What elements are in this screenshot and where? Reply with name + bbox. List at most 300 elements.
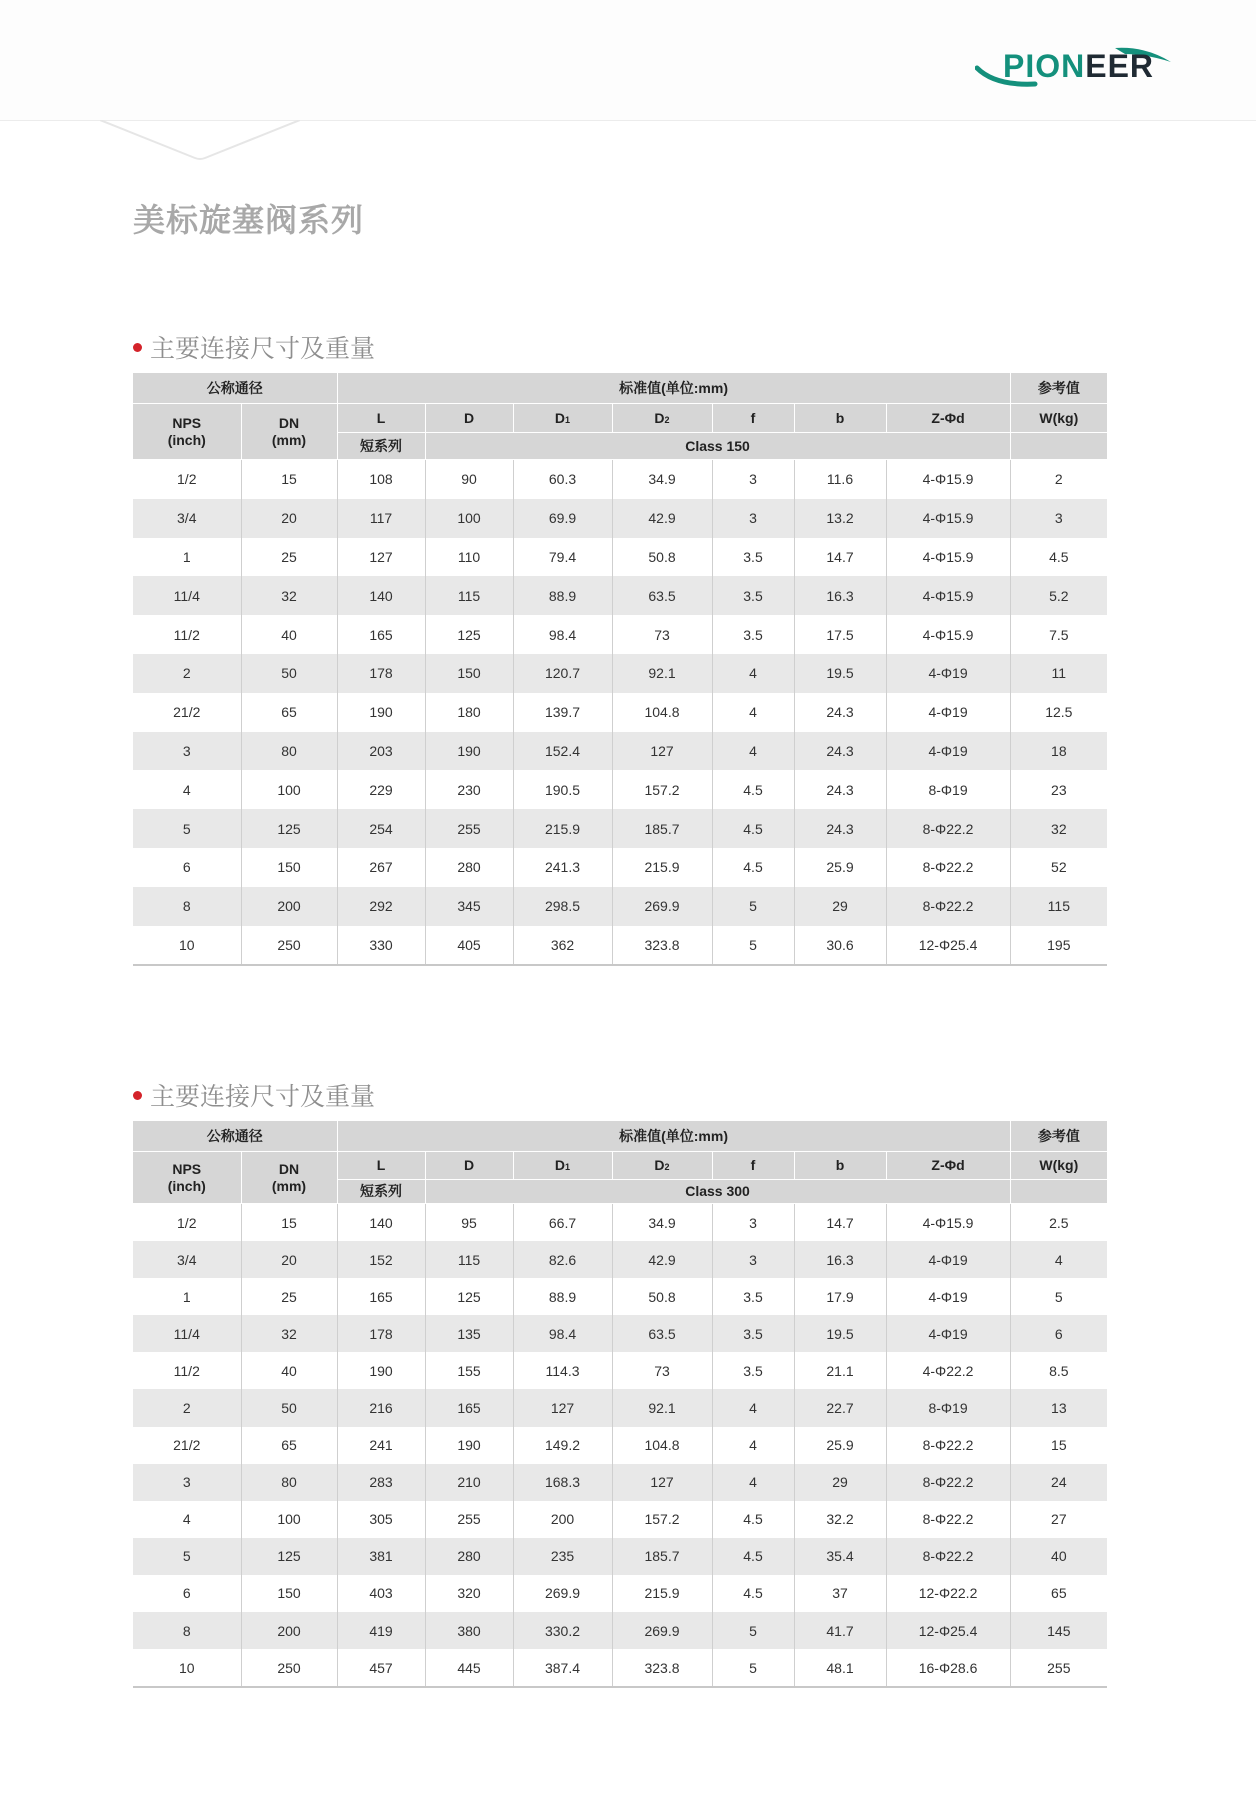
cell-nps: 11/2 — [133, 615, 241, 654]
cell-weight: 145 — [1010, 1612, 1107, 1649]
cell-d: 110 — [425, 538, 513, 577]
cell-b: 30.6 — [794, 926, 886, 966]
cell-d: 150 — [425, 654, 513, 693]
cell-dn: 250 — [241, 1649, 337, 1687]
cell-weight: 195 — [1010, 926, 1107, 966]
header-nps-unit: (inch) — [167, 1177, 206, 1194]
header-l: L — [337, 1152, 425, 1180]
header-dn-unit: (mm) — [271, 431, 307, 448]
cell-weight: 15 — [1051, 1437, 1067, 1454]
cell-d: 280 — [425, 1538, 513, 1575]
table-row — [133, 538, 1107, 577]
cell-l: 419 — [337, 1612, 425, 1649]
cell-d1: 60.3 — [513, 460, 612, 499]
header-b: b — [794, 404, 886, 433]
cell-d1: 235 — [513, 1538, 612, 1575]
header-d1-label: D — [554, 1157, 566, 1174]
table-row — [133, 1612, 1107, 1649]
cell-weight: 115 — [1010, 887, 1107, 926]
cell-d2: 42.9 — [612, 499, 712, 538]
cell-z-phi-d: 8-Φ22.2 — [886, 848, 1010, 887]
cell-b: 19.5 — [794, 1315, 886, 1352]
cell-d1: 88.9 — [513, 576, 612, 615]
cell-f: 3 — [712, 1204, 794, 1242]
cell-weight: 6 — [1010, 1315, 1107, 1352]
cell-z-phi-d: 8-Φ22.2 — [886, 1464, 1010, 1501]
cell-nps: 4 — [133, 1501, 241, 1538]
header-dn — [241, 1152, 337, 1204]
cell-b: 11.6 — [794, 460, 886, 499]
cell-l: 457 — [337, 1649, 425, 1687]
pioneer-logo — [975, 42, 1175, 94]
cell-l: 229 — [337, 770, 425, 809]
cell-d: 115 — [425, 576, 513, 615]
header-d: D — [425, 404, 513, 433]
cell-d1: 387.4 — [513, 1649, 612, 1687]
cell-l: 190 — [337, 1352, 425, 1389]
header-d1-subscript: 1 — [565, 414, 571, 425]
cell-d1: 127 — [513, 1389, 612, 1426]
cell-b: 32.2 — [794, 1501, 886, 1538]
table-row — [133, 1389, 1107, 1426]
table-row — [133, 1464, 1107, 1501]
table-row — [133, 809, 1107, 848]
cell-z-phi-d: 8-Φ22.2 — [886, 1427, 1010, 1464]
header-l: L — [337, 404, 425, 433]
table-row — [133, 1575, 1107, 1612]
cell-nps: 5 — [133, 809, 241, 848]
header-nps — [133, 1152, 241, 1204]
cell-d1: 362 — [513, 926, 612, 966]
cell-l: 165 — [337, 1278, 425, 1315]
cell-f: 4 — [712, 732, 794, 771]
cell-d2: 127 — [612, 1464, 712, 1501]
cell-z-phi-d: 4-Φ15.9 — [886, 615, 1010, 654]
cell-d1: 66.7 — [513, 1204, 612, 1242]
cell-z-phi-d: 4-Φ19 — [886, 1241, 1010, 1278]
cell-f: 3.5 — [712, 615, 794, 654]
cell-l: 117 — [337, 499, 425, 538]
cell-dn: 15 — [241, 460, 337, 499]
cell-dn: 65 — [241, 693, 337, 732]
cell-z-phi-d: 4-Φ15.9 — [886, 1204, 1010, 1242]
cell-f: 5 — [712, 1612, 794, 1649]
cell-f: 4 — [712, 1389, 794, 1426]
cell-dn: 125 — [241, 809, 337, 848]
cell-l: 140 — [337, 1204, 425, 1242]
cell-z-phi-d: 4-Φ15.9 — [886, 538, 1010, 577]
cell-l: 203 — [337, 732, 425, 771]
cell-d: 100 — [425, 499, 513, 538]
cell-nps: 10 — [133, 1649, 241, 1687]
cell-d1: 298.5 — [513, 887, 612, 926]
cell-d1: 98.4 — [513, 615, 612, 654]
cell-dn: 25 — [241, 1278, 337, 1315]
header-class-label: Class 300 — [425, 1180, 1010, 1204]
cell-weight: 5.2 — [1010, 576, 1107, 615]
header-nominal-diameter: 公称通径 — [133, 1121, 337, 1152]
cell-d2: 92.1 — [612, 654, 712, 693]
cell-z-phi-d: 4-Φ15.9 — [886, 499, 1010, 538]
cell-weight: 2 — [1054, 471, 1063, 488]
page-title: 美标旋塞阀系列 — [133, 201, 365, 239]
cell-weight: 11 — [1010, 654, 1107, 693]
dimension-table-class150 — [133, 373, 1107, 966]
table-row — [133, 576, 1107, 615]
cell-f: 4 — [712, 693, 794, 732]
cell-d1: 114.3 — [513, 1352, 612, 1389]
cell-f: 4.5 — [712, 1501, 794, 1538]
cell-b: 17.5 — [794, 615, 886, 654]
header-reference-value: 参考值 — [1010, 1121, 1107, 1152]
cell-d2: 73 — [612, 615, 712, 654]
header-dn — [241, 404, 337, 460]
cell-d2: 73 — [612, 1352, 712, 1389]
logo-wordmark-teal: PION — [1003, 48, 1086, 84]
cell-weight: 65 — [1051, 1585, 1067, 1602]
cell-nps: 1 — [133, 538, 241, 577]
section-title-class300 — [133, 1077, 375, 1113]
cell-f: 4.5 — [712, 770, 794, 809]
header-d1-label: D — [554, 409, 566, 426]
cell-weight: 4 — [1010, 1241, 1107, 1278]
cell-dn: 32 — [241, 576, 337, 615]
table-row — [133, 732, 1107, 771]
cell-weight: 8.5 — [1049, 1362, 1069, 1379]
cell-nps: 8 — [133, 1612, 241, 1649]
cell-f: 3.5 — [712, 538, 794, 577]
cell-d: 280 — [425, 848, 513, 887]
table-row — [133, 1538, 1107, 1575]
cell-z-phi-d: 4-Φ15.9 — [886, 460, 1010, 499]
header-d2-subscript: 2 — [664, 414, 670, 425]
cell-nps: 1/2 — [133, 1204, 241, 1242]
cell-dn: 20 — [241, 1241, 337, 1278]
table-row — [133, 460, 1107, 499]
section-title-text: 主要连接尺寸及重量 — [150, 1082, 376, 1111]
cell-dn: 250 — [241, 926, 337, 966]
cell-f: 4 — [712, 654, 794, 693]
cell-d: 180 — [425, 693, 513, 732]
cell-d2: 42.9 — [612, 1241, 712, 1278]
cell-b: 13.2 — [794, 499, 886, 538]
cell-dn: 100 — [241, 770, 337, 809]
cell-weight: 2.5 — [1049, 1214, 1069, 1231]
cell-dn: 25 — [241, 538, 337, 577]
cell-d2: 185.7 — [612, 809, 712, 848]
cell-nps: 4 — [133, 770, 241, 809]
header-d2-subscript: 2 — [664, 1162, 670, 1173]
cell-l: 254 — [337, 809, 425, 848]
header-weight: W(kg) — [1010, 404, 1107, 433]
header-b: b — [794, 1152, 886, 1180]
cell-dn: 80 — [241, 1464, 337, 1501]
header-d2-label: D — [654, 1157, 665, 1174]
cell-d1: 215.9 — [513, 809, 612, 848]
table-row — [133, 693, 1107, 732]
cell-d: 125 — [425, 1278, 513, 1315]
cell-b: 37 — [794, 1575, 886, 1612]
cell-d: 320 — [425, 1575, 513, 1612]
cell-z-phi-d: 4-Φ19 — [886, 1315, 1010, 1352]
cell-f: 3 — [712, 499, 794, 538]
cell-nps: 3 — [133, 1464, 241, 1501]
cell-d1: 168.3 — [513, 1464, 612, 1501]
cell-nps: 5 — [133, 1538, 241, 1575]
header-dn-unit: (mm) — [271, 1177, 307, 1194]
cell-d2: 215.9 — [612, 1575, 712, 1612]
header-nominal-diameter: 公称通径 — [133, 373, 337, 404]
cell-b: 24.3 — [794, 770, 886, 809]
section-title-text: 主要连接尺寸及重量 — [150, 334, 376, 363]
cell-b: 48.1 — [794, 1649, 886, 1687]
cell-d1: 79.4 — [513, 538, 612, 577]
table-row — [133, 1204, 1107, 1242]
cell-dn: 15 — [241, 1204, 337, 1242]
cell-d: 115 — [425, 1241, 513, 1278]
cell-f: 5 — [712, 1649, 794, 1687]
cell-f: 4.5 — [712, 1575, 794, 1612]
cell-d: 405 — [425, 926, 513, 966]
table-row — [133, 499, 1107, 538]
cell-d2: 185.7 — [612, 1538, 712, 1575]
section-title-class150 — [133, 329, 375, 365]
cell-z-phi-d: 4-Φ19 — [886, 654, 1010, 693]
cell-d: 165 — [425, 1389, 513, 1426]
cell-d2: 157.2 — [612, 1501, 712, 1538]
cell-weight: 3 — [1010, 499, 1107, 538]
cell-z-phi-d: 4-Φ19 — [886, 732, 1010, 771]
cell-nps: 21/2 — [133, 693, 241, 732]
cell-d1: 120.7 — [513, 654, 612, 693]
cell-b: 29 — [794, 887, 886, 926]
cell-weight: 27 — [1051, 1511, 1067, 1528]
header-d: D — [425, 1152, 513, 1180]
cell-l: 216 — [337, 1389, 425, 1426]
cell-d2: 127 — [612, 732, 712, 771]
cell-d2: 92.1 — [612, 1389, 712, 1426]
cell-nps: 2 — [133, 654, 241, 693]
cell-l: 292 — [337, 887, 425, 926]
cell-d2: 50.8 — [612, 1278, 712, 1315]
cell-f: 5 — [712, 926, 794, 966]
cell-dn: 100 — [241, 1501, 337, 1538]
cell-l: 190 — [337, 693, 425, 732]
header-d2 — [612, 404, 712, 433]
cell-l: 403 — [337, 1575, 425, 1612]
dimension-table-class300 — [133, 1121, 1107, 1688]
table-body — [133, 1204, 1107, 1688]
cell-d1: 88.9 — [513, 1278, 612, 1315]
cell-d2: 63.5 — [612, 1315, 712, 1352]
header-empty-cell — [1010, 433, 1107, 460]
cell-z-phi-d: 12-Φ22.2 — [886, 1575, 1010, 1612]
bullet-dot-icon — [133, 1091, 142, 1100]
cell-d: 95 — [425, 1204, 513, 1242]
header-nps-label: NPS — [172, 1161, 202, 1178]
header-reference-value: 参考值 — [1010, 373, 1107, 404]
cell-d1: 190.5 — [513, 770, 612, 809]
header-d1-subscript: 1 — [565, 1162, 571, 1173]
table-row — [133, 1427, 1107, 1464]
cell-l: 267 — [337, 848, 425, 887]
cell-l: 241 — [337, 1427, 425, 1464]
cell-d1: 82.6 — [513, 1241, 612, 1278]
cell-d: 190 — [425, 732, 513, 771]
cell-l: 305 — [337, 1501, 425, 1538]
cell-d2: 269.9 — [612, 887, 712, 926]
table-row — [133, 615, 1107, 654]
cell-d: 445 — [425, 1649, 513, 1687]
cell-b: 25.9 — [794, 848, 886, 887]
cell-b: 29 — [794, 1464, 886, 1501]
header-short-series: 短系列 — [337, 433, 425, 460]
cell-z-phi-d: 4-Φ15.9 — [886, 576, 1010, 615]
table-row — [133, 770, 1107, 809]
cell-nps: 11/4 — [133, 576, 241, 615]
header-nps-unit: (inch) — [167, 431, 206, 448]
cell-l: 152 — [337, 1241, 425, 1278]
cell-f: 3.5 — [712, 1315, 794, 1352]
cell-f: 4 — [712, 1464, 794, 1501]
cell-b: 16.3 — [794, 576, 886, 615]
cell-nps: 6 — [133, 1575, 241, 1612]
cell-f: 4.5 — [712, 809, 794, 848]
cell-nps: 3/4 — [133, 1241, 241, 1278]
cell-f: 4.5 — [712, 1538, 794, 1575]
cell-f: 3 — [712, 460, 794, 499]
cell-d2: 63.5 — [612, 576, 712, 615]
cell-b: 14.7 — [794, 1204, 886, 1242]
cell-z-phi-d: 8-Φ22.2 — [886, 809, 1010, 848]
cell-z-phi-d: 8-Φ22.2 — [886, 887, 1010, 926]
cell-z-phi-d: 8-Φ19 — [886, 770, 1010, 809]
cell-b: 16.3 — [794, 1241, 886, 1278]
cell-l: 127 — [337, 538, 425, 577]
cell-d1: 98.4 — [513, 1315, 612, 1352]
cell-d2: 34.9 — [612, 460, 712, 499]
header-class-label: Class 150 — [425, 433, 1010, 460]
table-row — [133, 848, 1107, 887]
cell-weight: 18 — [1010, 732, 1107, 771]
cell-d1: 269.9 — [513, 1575, 612, 1612]
header-standard-values: 标准值(单位:mm) — [337, 373, 1010, 404]
cell-d: 255 — [425, 809, 513, 848]
cell-dn: 50 — [241, 654, 337, 693]
cell-l: 108 — [337, 460, 425, 499]
header-d2 — [612, 1152, 712, 1180]
cell-f: 4 — [712, 1427, 794, 1464]
cell-nps: 1/2 — [133, 460, 241, 499]
cell-dn: 32 — [241, 1315, 337, 1352]
cell-d: 190 — [425, 1427, 513, 1464]
cell-z-phi-d: 8-Φ22.2 — [886, 1538, 1010, 1575]
cell-dn: 40 — [241, 615, 337, 654]
cell-l: 178 — [337, 1315, 425, 1352]
cell-d: 125 — [425, 615, 513, 654]
header-empty-cell — [1010, 1180, 1107, 1204]
cell-l: 140 — [337, 576, 425, 615]
header-z-phi-d: Z-Φd — [886, 404, 1010, 433]
cell-nps: 3/4 — [133, 499, 241, 538]
cell-d1: 241.3 — [513, 848, 612, 887]
header-z-phi-d: Z-Φd — [886, 1152, 1010, 1180]
cell-z-phi-d: 8-Φ22.2 — [886, 1501, 1010, 1538]
cell-dn: 40 — [241, 1352, 337, 1389]
bullet-dot-icon — [133, 343, 142, 352]
cell-b: 25.9 — [794, 1427, 886, 1464]
cell-weight: 7.5 — [1049, 626, 1069, 643]
cell-z-phi-d: 16-Φ28.6 — [886, 1649, 1010, 1687]
header-nps-label: NPS — [172, 415, 202, 432]
cell-d2: 215.9 — [612, 848, 712, 887]
header-dn-label: DN — [278, 1161, 300, 1178]
cell-d: 135 — [425, 1315, 513, 1352]
cell-l: 165 — [337, 615, 425, 654]
cell-d: 155 — [425, 1352, 513, 1389]
cell-nps: 1 — [133, 1278, 241, 1315]
header-f: f — [712, 404, 794, 433]
cell-nps: 8 — [133, 887, 241, 926]
cell-b: 22.7 — [794, 1389, 886, 1426]
cell-z-phi-d: 12-Φ25.4 — [886, 1612, 1010, 1649]
cell-z-phi-d: 12-Φ25.4 — [886, 926, 1010, 966]
cell-d2: 323.8 — [612, 926, 712, 966]
cell-dn: 200 — [241, 1612, 337, 1649]
cell-weight: 32 — [1010, 809, 1107, 848]
cell-l: 381 — [337, 1538, 425, 1575]
cell-f: 4.5 — [712, 848, 794, 887]
cell-dn: 200 — [241, 887, 337, 926]
table-row — [133, 1278, 1107, 1315]
header-notch-decoration — [100, 120, 300, 165]
cell-dn: 125 — [241, 1538, 337, 1575]
cell-d2: 50.8 — [612, 538, 712, 577]
cell-nps: 10 — [133, 926, 241, 966]
table-row — [133, 1315, 1107, 1352]
cell-d1: 200 — [513, 1501, 612, 1538]
cell-dn: 50 — [241, 1389, 337, 1426]
cell-b: 24.3 — [794, 732, 886, 771]
cell-f: 5 — [712, 887, 794, 926]
cell-nps: 21/2 — [133, 1427, 241, 1464]
logo-wordmark — [1003, 48, 1154, 85]
header-weight: W(kg) — [1010, 1152, 1107, 1180]
cell-nps: 3 — [133, 732, 241, 771]
cell-b: 35.4 — [794, 1538, 886, 1575]
cell-dn: 150 — [241, 848, 337, 887]
cell-l: 330 — [337, 926, 425, 966]
table-row — [133, 1241, 1107, 1278]
cell-weight: 5 — [1054, 1288, 1063, 1305]
table-row — [133, 1501, 1107, 1538]
cell-d: 380 — [425, 1612, 513, 1649]
table-row — [133, 654, 1107, 693]
cell-d: 345 — [425, 887, 513, 926]
cell-nps: 2 — [133, 1389, 241, 1426]
cell-weight: 255 — [1010, 1649, 1107, 1687]
cell-weight: 24 — [1010, 1464, 1107, 1501]
cell-d1: 139.7 — [513, 693, 612, 732]
cell-z-phi-d: 8-Φ19 — [886, 1389, 1010, 1426]
cell-d: 230 — [425, 770, 513, 809]
cell-d2: 104.8 — [612, 693, 712, 732]
cell-b: 24.3 — [794, 693, 886, 732]
cell-dn: 65 — [241, 1427, 337, 1464]
header-d1 — [513, 404, 612, 433]
cell-z-phi-d: 4-Φ19 — [886, 693, 1010, 732]
header-standard-values: 标准值(单位:mm) — [337, 1121, 1010, 1152]
